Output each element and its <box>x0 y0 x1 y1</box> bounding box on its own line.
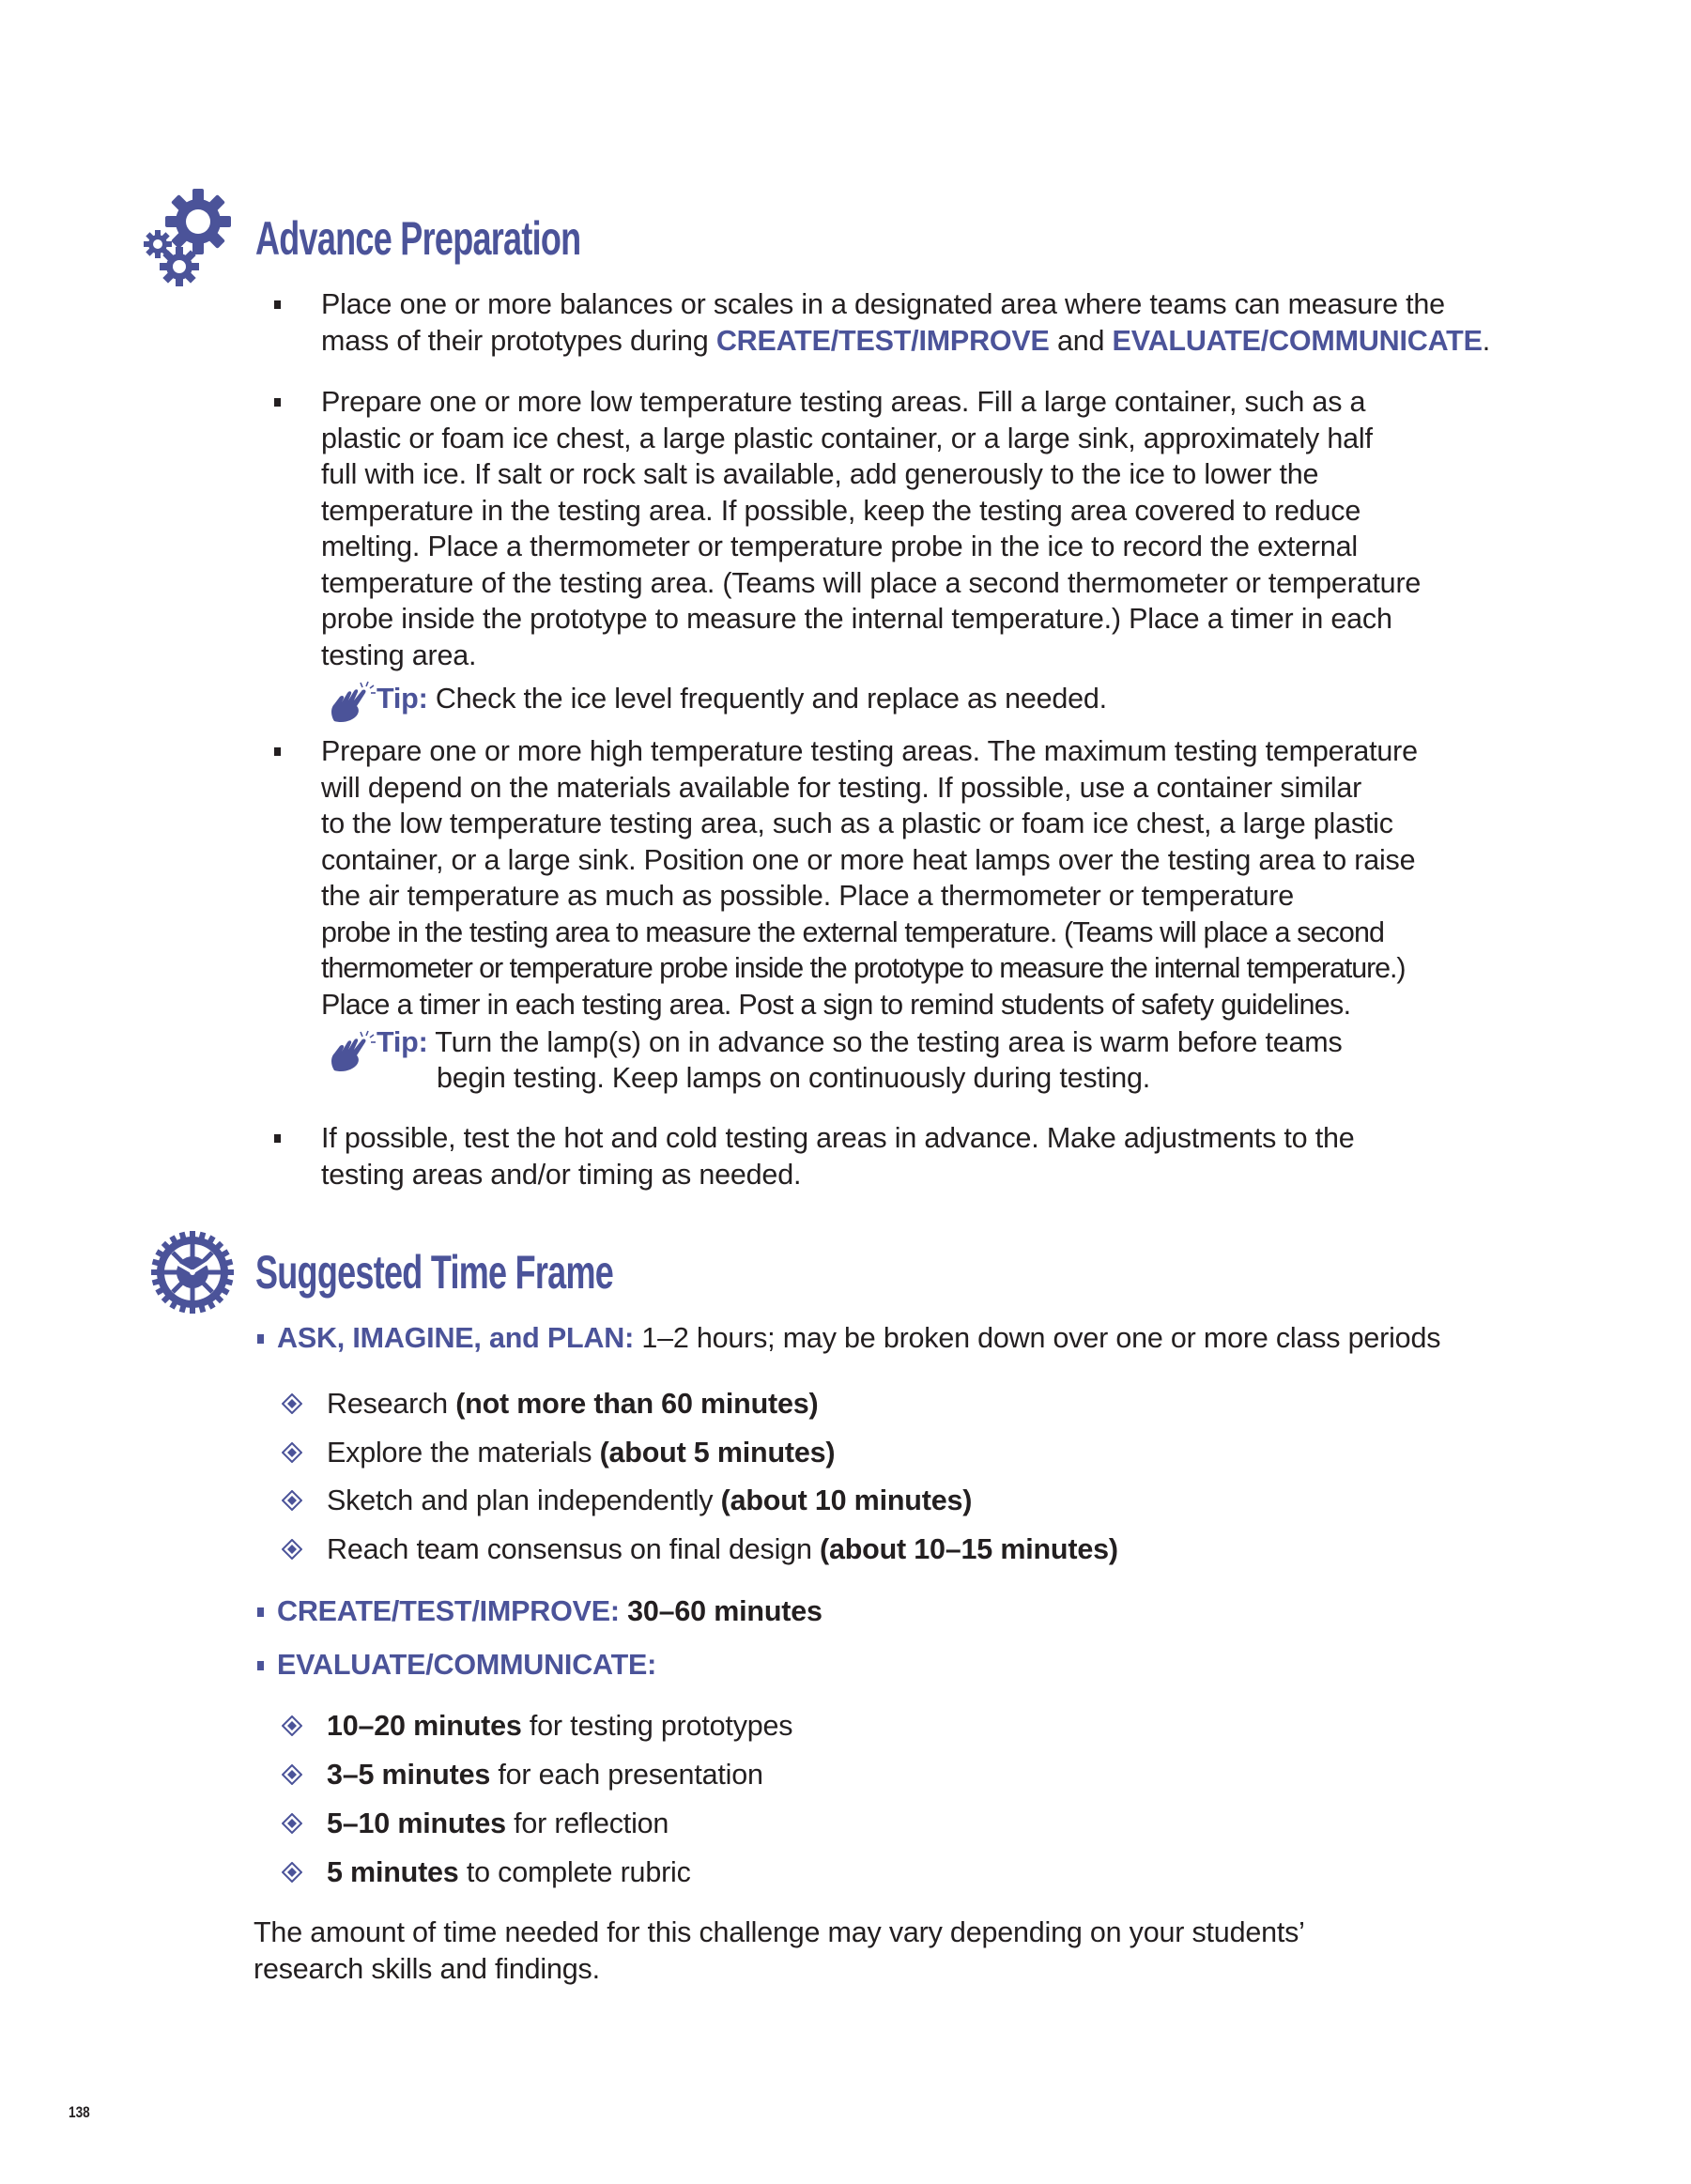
text-line: plastic or foam ice chest, a large plastic container, or a large sink, approximately half <box>321 422 1373 454</box>
prep-bullet-1 <box>321 286 1490 359</box>
list-item <box>282 1531 1118 1567</box>
bullet-marker <box>257 1661 264 1670</box>
diamond-bullet-icon <box>282 1490 302 1511</box>
text-line: research skills and findings. <box>254 1952 600 1985</box>
item-duration: 3–5 minutes <box>327 1759 491 1791</box>
item-text: for testing prototypes <box>521 1710 793 1742</box>
text-line: If possible, test the hot and cold testing areas in advance. Make adjustments to the <box>321 1122 1355 1154</box>
closing-paragraph <box>254 1915 1305 1987</box>
item-text: Reach team consensus on final design <box>327 1533 820 1565</box>
phase-label: CREATE/TEST/IMPROVE: <box>277 1595 620 1627</box>
text-line: to the low temperature testing area, such as a plastic or foam ice chest, a large plastic <box>321 807 1393 839</box>
tip-label: Tip: <box>377 1026 428 1058</box>
text-line: temperature of the testing area. (Teams will place a second thermometer or temperature <box>321 566 1422 599</box>
item-text: for each presentation <box>490 1759 763 1791</box>
tip-ice-level <box>377 681 1107 716</box>
item-text: to complete rubric <box>458 1856 691 1888</box>
phase-evaluate-communicate <box>277 1647 656 1683</box>
bullet-marker <box>274 1134 281 1143</box>
text-span: and <box>1049 324 1113 357</box>
list-item <box>282 1854 691 1890</box>
bullet-marker <box>257 1607 264 1617</box>
phase-create-test-improve <box>277 1593 822 1629</box>
text-span: . <box>1482 324 1490 357</box>
bullet-marker <box>257 1334 264 1344</box>
gears-icon <box>144 186 238 289</box>
tip-line <box>377 1060 1343 1096</box>
diamond-bullet-icon <box>282 1393 302 1414</box>
diamond-bullet-icon <box>282 1539 302 1560</box>
phase-label: ASK, IMAGINE, and PLAN: <box>277 1322 635 1354</box>
pointing-hand-icon <box>329 1029 377 1072</box>
text-line: probe in the testing area to measure the external temperature. (Teams will place a second <box>321 915 1385 948</box>
diamond-bullet-icon <box>282 1442 302 1463</box>
list-item <box>282 1806 669 1841</box>
prep-bullet-2 <box>321 384 1421 673</box>
text-span: mass of their prototypes during <box>321 324 716 357</box>
clock-gear-icon <box>150 1230 235 1315</box>
list-item <box>282 1435 835 1470</box>
text-line: will depend on the materials available for testing. If possible, use a container similar <box>321 771 1362 804</box>
item-duration: (about 5 minutes) <box>599 1437 836 1469</box>
phase-detail: 1–2 hours; may be broken down over one or more class periods <box>634 1322 1441 1354</box>
list-item <box>282 1757 763 1792</box>
tip-lamps <box>377 1024 1343 1096</box>
item-text: Sketch and plan independently <box>327 1484 721 1516</box>
list-item <box>282 1386 818 1422</box>
list-item <box>282 1483 972 1518</box>
text-line: Place a timer in each testing area. Post a sign to remind students of safety guidelines. <box>321 988 1351 1021</box>
list-item <box>282 1708 792 1744</box>
text-line: probe inside the prototype to measure the internal temperature.) Place a timer in each <box>321 603 1392 635</box>
phase-detail: 30–60 minutes <box>619 1595 822 1627</box>
prep-bullet-3 <box>321 733 1418 1023</box>
text-line: testing area. <box>321 638 477 671</box>
prep-bullet-4 <box>321 1120 1355 1192</box>
text-line: Prepare one or more high temperature testing areas. The maximum testing temperature <box>321 735 1418 767</box>
text-line: Place one or more balances or scales in a designated area where teams can measure the <box>321 288 1445 320</box>
phase-reference-create: CREATE/TEST/IMPROVE <box>715 324 1050 357</box>
bullet-marker <box>274 300 281 309</box>
text-line: temperature in the testing area. If possible, keep the testing area covered to reduce <box>321 494 1361 527</box>
item-text: Research <box>327 1388 456 1420</box>
item-text: Explore the materials <box>327 1437 600 1469</box>
phase-label: EVALUATE/COMMUNICATE: <box>277 1649 657 1681</box>
item-duration: (not more than 60 minutes) <box>455 1388 819 1420</box>
item-duration: 5–10 minutes <box>327 1807 506 1839</box>
diamond-bullet-icon <box>282 1715 302 1736</box>
text-line: melting. Place a thermometer or temperature probe in the ice to record the external <box>321 531 1358 562</box>
diamond-bullet-icon <box>282 1813 302 1834</box>
tip-text: begin testing. Keep lamps on continuously during testing. <box>437 1062 1151 1094</box>
bullet-marker <box>274 747 281 756</box>
diamond-bullet-icon <box>282 1764 302 1785</box>
item-text: for reflection <box>505 1807 669 1839</box>
section-title-advance-preparation: Advance Preparation <box>255 212 581 265</box>
pointing-hand-icon <box>329 680 377 723</box>
text-line <box>321 323 1490 360</box>
text-line: container, or a large sink. Position one or more heat lamps over the testing area to raise <box>321 843 1416 876</box>
phase-reference-evaluate: EVALUATE/COMMUNICATE <box>1112 324 1483 357</box>
text-line: The amount of time needed for this challenge may vary depending on your students’ <box>254 1916 1305 1948</box>
tip-label: Tip: <box>377 683 428 715</box>
item-duration: (about 10–15 minutes) <box>819 1533 1118 1565</box>
diamond-bullet-icon <box>282 1862 302 1883</box>
text-line: thermometer or temperature probe inside the prototype to measure the internal temperature.) <box>321 952 1406 984</box>
page-number: 138 <box>69 2103 90 2121</box>
text-line: full with ice. If salt or rock salt is available, add generously to the ice to lower the <box>321 458 1319 490</box>
tip-line <box>377 1024 1343 1060</box>
item-duration: 10–20 minutes <box>327 1710 522 1742</box>
tip-text: Check the ice level frequently and replace as needed. <box>435 683 1107 715</box>
text-line: the air temperature as much as possible. Place a thermometer or temperature <box>321 880 1295 912</box>
bullet-marker <box>274 398 281 407</box>
section-title-suggested-time-frame: Suggested Time Frame <box>255 1246 614 1299</box>
item-duration: (about 10 minutes) <box>720 1484 973 1516</box>
phase-ask-imagine-plan <box>277 1320 1440 1356</box>
text-line: Prepare one or more low temperature testing areas. Fill a large container, such as a <box>321 386 1366 418</box>
tip-text: Turn the lamp(s) on in advance so the testing area is warm before teams <box>435 1026 1343 1058</box>
item-duration: 5 minutes <box>327 1856 459 1888</box>
text-line: testing areas and/or timing as needed. <box>321 1158 802 1191</box>
